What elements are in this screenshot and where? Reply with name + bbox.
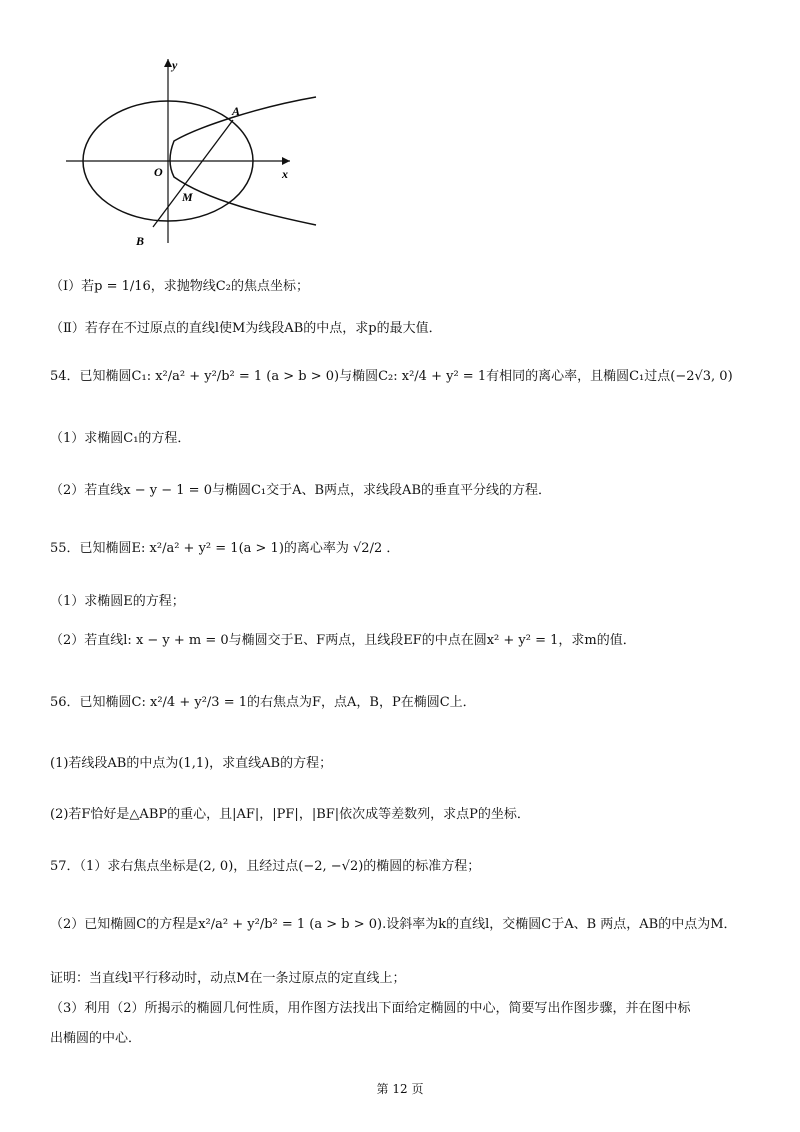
ellipse-parabola-figure [58, 55, 328, 250]
label-a: A [232, 104, 241, 118]
problem-55-part-2: （2）若直线l: x − y + m = 0与椭圆交于E、F两点，且线段EF的中点在圆x² + y² = 1，求m的值． [50, 633, 636, 648]
y-axis-arrow [164, 59, 172, 67]
problem-55-part-1: （1）求椭圆E的方程； [50, 594, 185, 609]
problem-55: 55．已知椭圆E: x²/a² + y² = 1(a > 1)的离心率为 √2/2 ． [50, 541, 400, 556]
problem-56-part-2: (2)若F恰好是△ABP的重心，且|AF|，|PF|，|BF|依次成等差数列，求点P的坐标． [50, 807, 530, 822]
label-x: x [282, 167, 288, 181]
label-m: M [182, 190, 193, 204]
problem-54-part-1: （1）求椭圆C₁的方程． [50, 431, 191, 446]
question-part-1: （Ⅰ）若p = 1/16，求抛物线C₂的焦点坐标； [50, 279, 309, 294]
problem-56-part-1: (1)若线段AB的中点为(1,1)，求直线AB的方程； [50, 756, 333, 771]
problem-56: 56．已知椭圆C: x²/4 + y²/3 = 1的右焦点为F，点A，B，P在椭圆C上． [50, 695, 476, 710]
problem-54-part-2: （2）若直线x − y − 1 = 0与椭圆C₁交于A、B两点，求线段AB的垂直平分线的方程． [50, 483, 552, 498]
problem-54: 54．已知椭圆C₁: x²/a² + y²/b² = 1 (a > b > 0)与椭圆C₂: x²/4 + y² = 1有相同的离心率，且椭圆C₁过点(−2√3, 0) [50, 369, 733, 384]
question-part-2: （Ⅱ）若存在不过原点的直线l使M为线段AB的中点，求p的最大值． [50, 321, 442, 336]
label-b: B [136, 234, 145, 248]
page-number: 第 12 页 [376, 1082, 424, 1096]
label-y: y [172, 58, 178, 72]
label-o: O [154, 165, 163, 179]
problem-57-part-2: （2）已知椭圆C的方程是x²/a² + y²/b² = 1 (a > b > 0).设斜率为k的直线l，交椭圆C于A、B 两点，AB的中点为M． [50, 917, 737, 932]
proof-statement: 证明：当直线l平行移动时，动点M在一条过原点的定直线上； [50, 971, 406, 986]
chord-ab [153, 120, 233, 227]
problem-57-part-3-line-2: 出椭圆的中心． [50, 1031, 142, 1046]
x-axis-arrow [282, 157, 290, 165]
problem-57-part-3-line-1: （3）利用（2）所揭示的椭圆几何性质，用作图方法找出下面给定椭圆的中心，简要写出作图步骤，并在图中标 [50, 1001, 691, 1016]
problem-57-part-1: 57．（1）求右焦点坐标是(2, 0)，且经过点(−2, −√2)的椭圆的标准方程； [50, 859, 481, 874]
